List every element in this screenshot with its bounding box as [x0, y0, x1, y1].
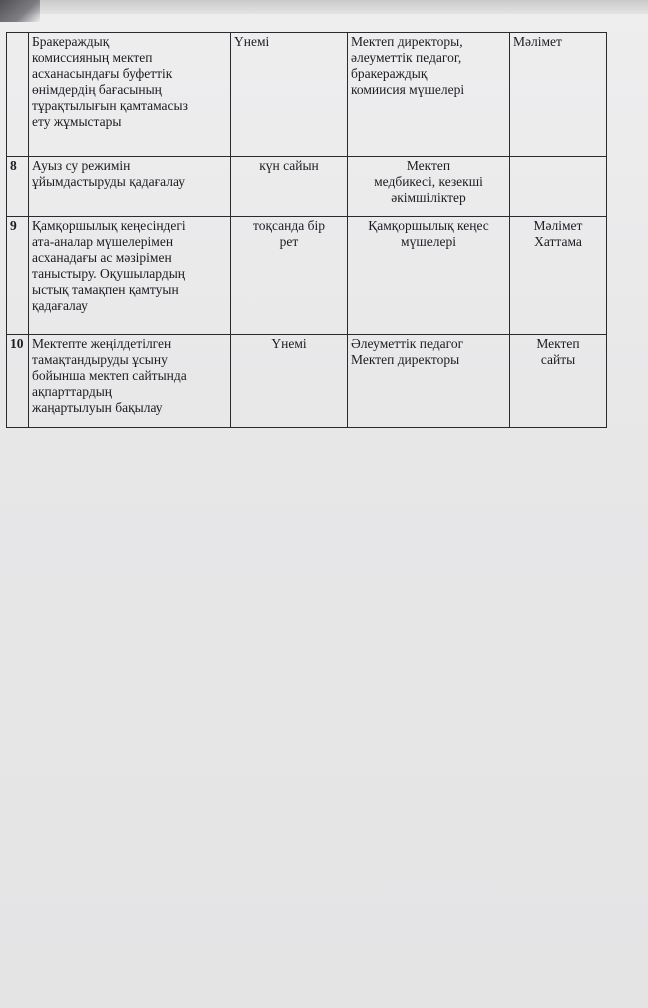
document-cell: Мектеп сайты	[510, 335, 607, 428]
row-number	[7, 33, 29, 157]
document-cell	[510, 157, 607, 217]
document-cell: Мәлімет Хаттама	[510, 217, 607, 335]
task-cell: Қамқоршылық кеңесіндегі ата-аналар мүшелерімен асханадағы ас мәзірімен таныстыру. Оқушылардың ыстық тамақпен қамтуын қадағалау	[29, 217, 231, 335]
row-number: 10	[7, 335, 29, 428]
task-cell: Мектепте жеңілдетілген тамақтандыруды ұсыну бойынша мектеп сайтында ақпарттардың жаңартылуын бақылау	[29, 335, 231, 428]
row-number: 9	[7, 217, 29, 335]
responsible-cell: Мектеп директоры, әлеуметтік педагог, бракераждық комиисия мүшелері	[348, 33, 510, 157]
document-cell: Мәлімет	[510, 33, 607, 157]
responsible-cell: Әлеуметтік педагог Мектеп директоры	[348, 335, 510, 428]
deadline-cell: күн сайын	[231, 157, 348, 217]
previous-page-edge	[0, 0, 648, 14]
table-row	[7, 157, 607, 217]
table-row	[7, 217, 607, 335]
task-cell: Бракераждық комиссияның мектеп асханасындағы буфеттік өнімдердің бағасының тұрақтылығын қамтамасыз ету жұмыстары	[29, 33, 231, 157]
monitoring-plan-table	[6, 32, 607, 428]
task-cell: Ауыз су режимін ұйымдастыруды қадағалау	[29, 157, 231, 217]
deadline-cell: Үнемі	[231, 33, 348, 157]
responsible-cell: Қамқоршылық кеңес мүшелері	[348, 217, 510, 335]
table-row	[7, 33, 607, 157]
row-number: 8	[7, 157, 29, 217]
responsible-cell: Мектеп медбикесі, кезекші әкімшіліктер	[348, 157, 510, 217]
deadline-cell: тоқсанда бір рет	[231, 217, 348, 335]
deadline-cell: Үнемі	[231, 335, 348, 428]
table-row	[7, 335, 607, 428]
page-corner-shadow	[0, 0, 40, 22]
